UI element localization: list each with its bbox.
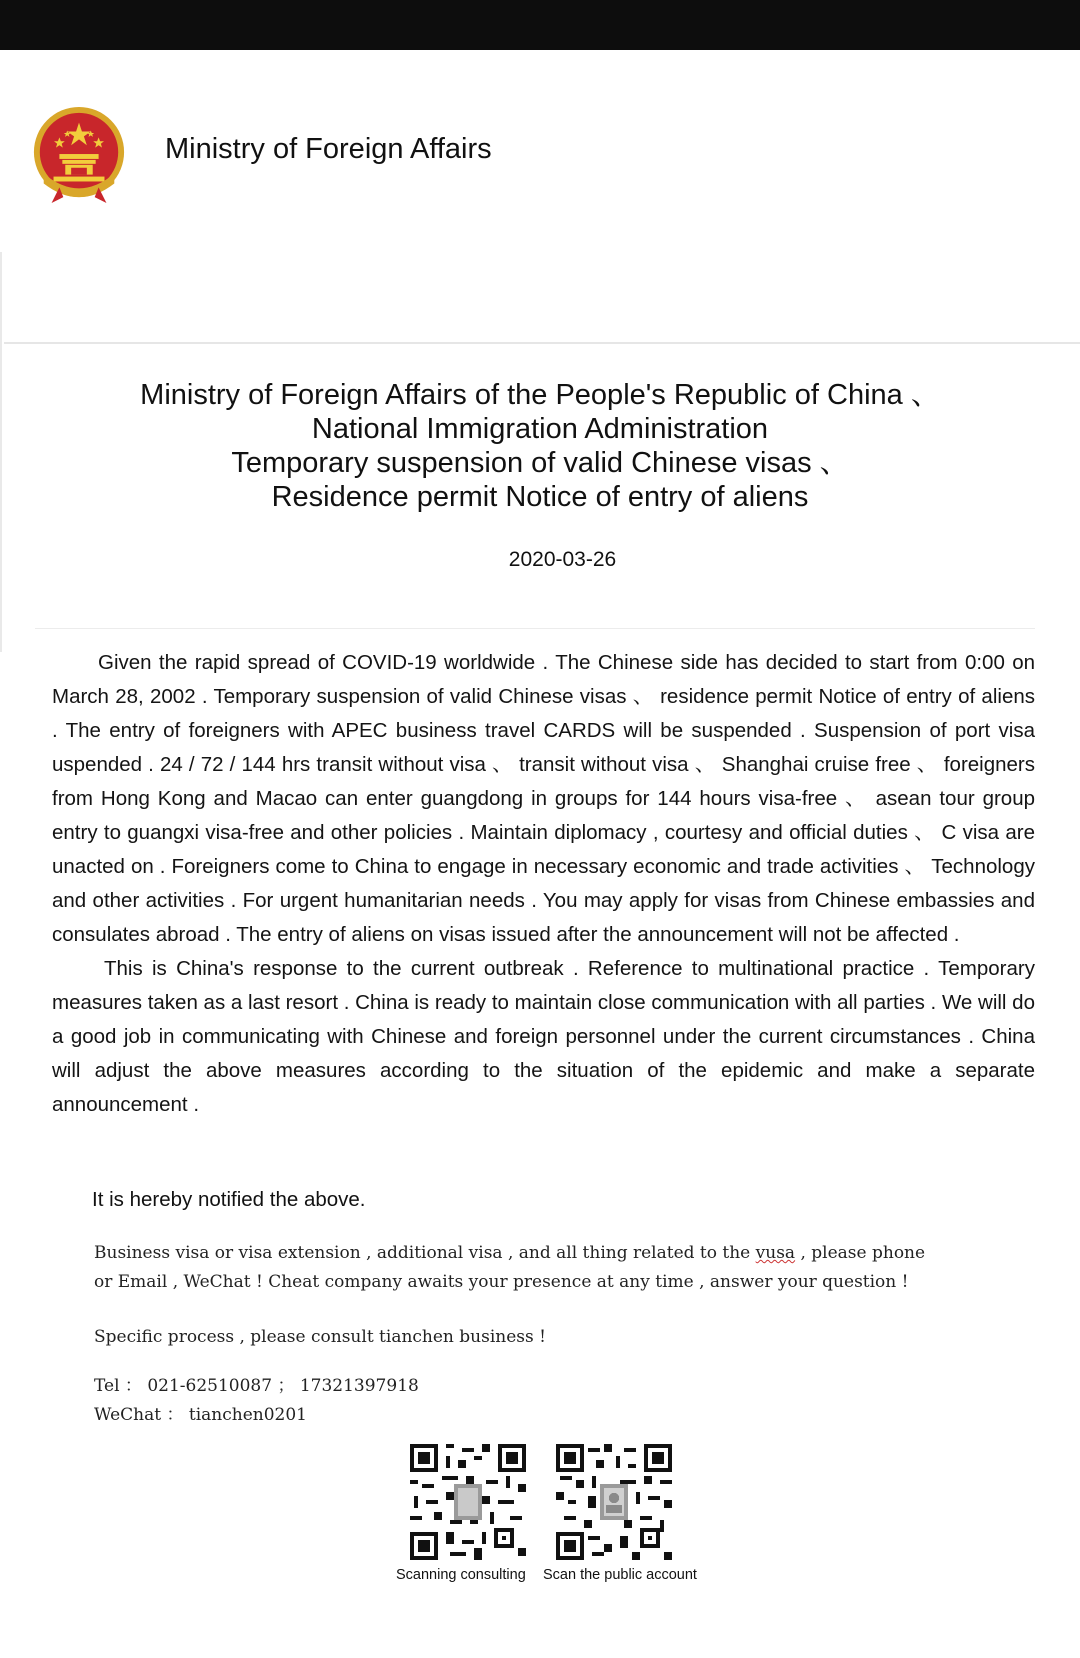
notice-title-line: Residence permit Notice of entry of aliens — [271, 481, 809, 513]
wechat-id: WeChat ： tianchen0201 — [94, 1405, 307, 1425]
misspelled-word: vusa — [755, 1243, 796, 1263]
ministry-title: Ministry of Foreign Affairs — [165, 133, 492, 165]
national-emblem-logo — [30, 105, 128, 207]
notice-date: 2020-03-26 — [508, 548, 617, 571]
body-paragraph: This is China's response to the current outbreak . Reference to multinational practice . Temporary measures taken as a last resort . China is ready to maintain close communication with all parties . We will do a good job in communicating with Chinese and foreign personnel under the current circumstances . China will adjust the above measures according to the situation of the epidemic and make a separate announcement . — [52, 957, 1035, 1116]
heading-divider — [35, 628, 1035, 629]
notice-title — [30, 378, 1050, 514]
contact-line: or Email , WeChat ! Cheat company awaits your presence at any time , answer your question ! — [94, 1272, 909, 1292]
notice-title-line: Temporary suspension of valid Chinese visas 、 — [231, 447, 849, 479]
left-edge-line — [0, 252, 2, 652]
notice-body — [52, 646, 1035, 1122]
header-divider — [4, 342, 1080, 344]
qr-label-public-account: Scan the public account — [543, 1567, 697, 1583]
notice-title-line: Ministry of Foreign Affairs of the People's Republic of China 、 — [140, 379, 940, 411]
top-bar — [0, 0, 1080, 50]
contact-text: , please phone — [795, 1243, 926, 1263]
phone-numbers: Tel ： 021-62510087 ； 17321397918 — [94, 1376, 419, 1396]
site-header — [0, 50, 1080, 340]
qr-label-consulting: Scanning consulting — [396, 1567, 526, 1583]
closing-statement: It is hereby notified the above. — [92, 1188, 366, 1211]
consulting-qr-code — [410, 1444, 526, 1560]
process-note: Specific process , please consult tianchen business ! — [94, 1327, 546, 1347]
notice-heading — [30, 378, 1050, 514]
contact-line — [94, 1239, 925, 1268]
public-account-qr-code — [556, 1444, 672, 1560]
contact-info — [94, 1239, 925, 1297]
body-paragraph: Given the rapid spread of COVID-19 worldwide . The Chinese side has decided to start from 0:00 on March 28, 2002 . Temporary suspension of valid Chinese visas 、 residence permit Notice of entry of aliens . The entry of foreigners with APEC business travel CARDS will be suspended . Suspension of port visa uspended . 24 / 72 / 144 hrs transit without visa 、 transit without visa 、 Shanghai cruise free 、 foreigners from Hong Kong and Macao can enter guangdong in groups for 144 hours visa-free 、 asean tour group entry to guangxi visa-free and other policies . Maintain diplomacy , courtesy and official duties 、 C visa are unacted on . Foreigners come to China to engage in necessary economic and trade activities 、 Technology and other activities . For urgent humanitarian needs . You may apply for visas from Chinese embassies and consulates abroad . The entry of aliens on visas issued after the announcement will not be affected . — [52, 651, 1035, 946]
contact-text: Business visa or visa extension , additional visa , and all thing related to the — [94, 1243, 756, 1263]
notice-title-line: National Immigration Administration — [311, 413, 769, 445]
